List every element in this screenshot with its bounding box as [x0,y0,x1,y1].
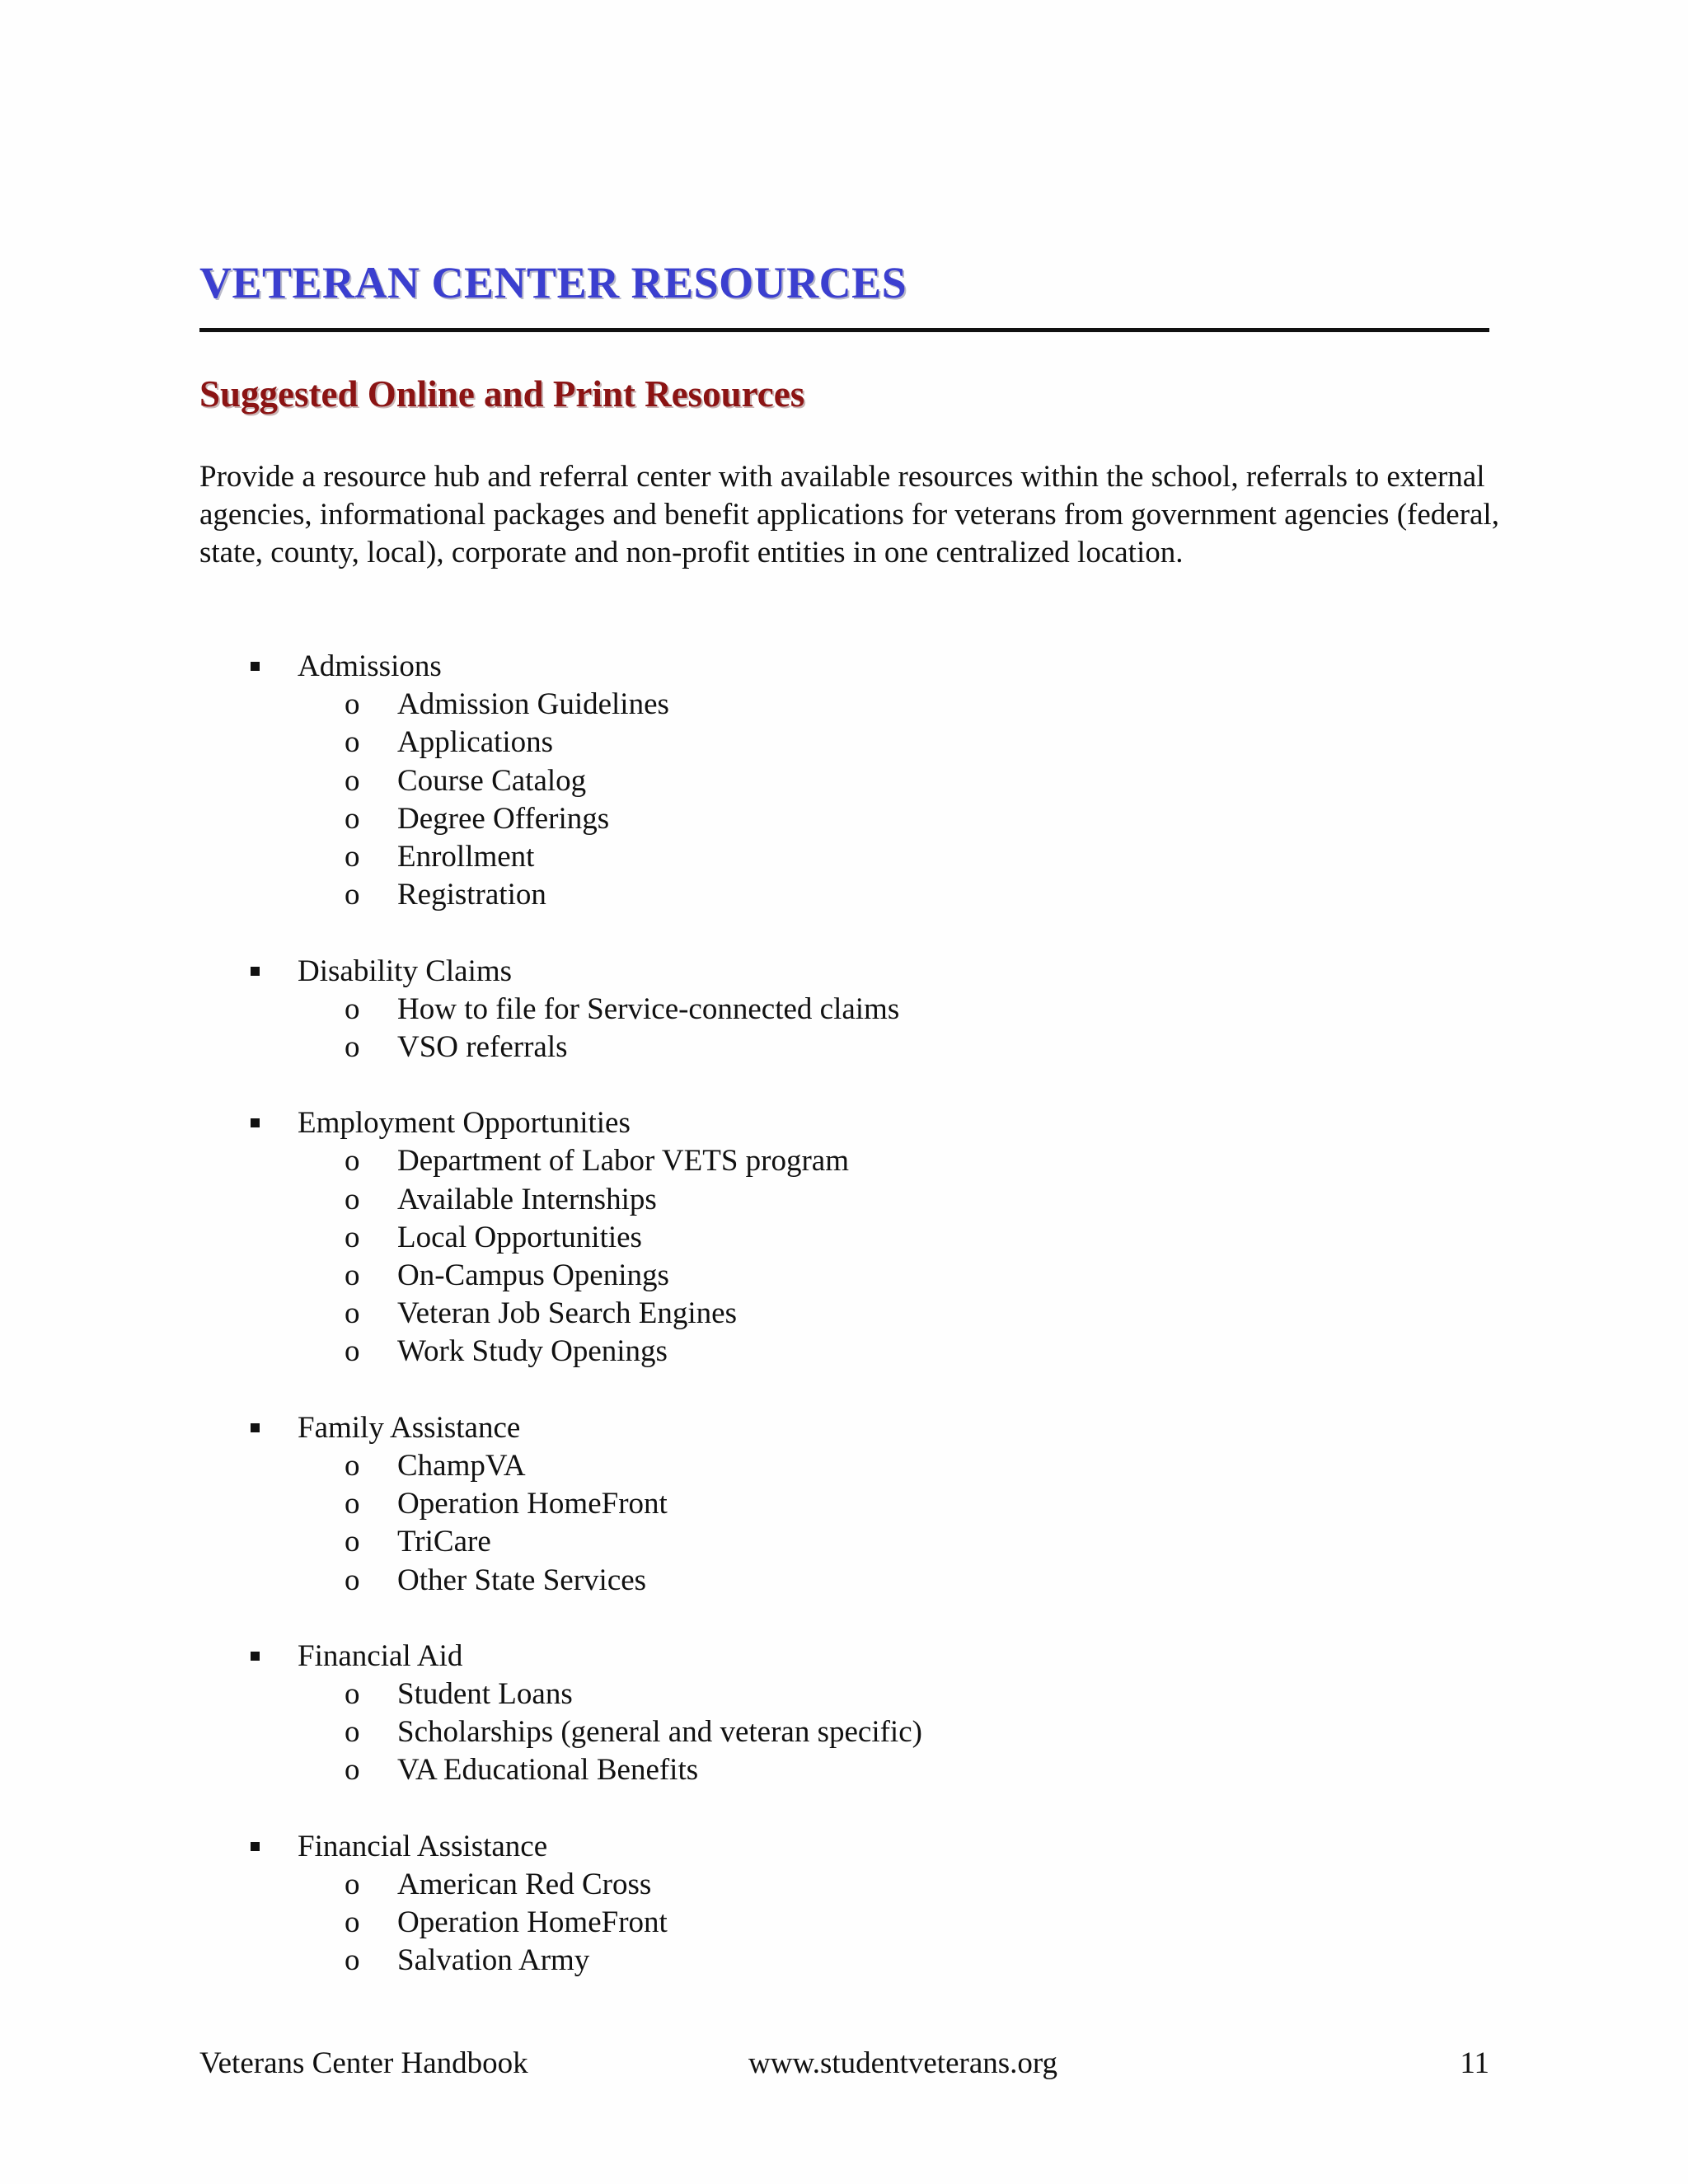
sub-item-label: Admission Guidelines [397,687,669,722]
sub-item-label: Registration [397,878,546,912]
circle-bullet-icon: o [345,1715,360,1750]
category-item [199,1828,1436,1980]
footer-handbook-title: Veterans Center Handbook [199,2046,528,2080]
sub-item-label: Department of Labor VETS program [397,1144,849,1179]
square-bullet-icon [251,1842,260,1851]
circle-bullet-icon: o [345,1753,360,1788]
page-number: 11 [1460,2046,1489,2080]
square-bullet-icon [251,1118,260,1127]
sub-item-label: Veteran Job Search Engines [397,1296,738,1331]
sub-item-label: Operation HomeFront [397,1487,668,1521]
sub-list [199,991,1436,1066]
sub-list-item [199,1562,1436,1600]
sub-item-label: Course Catalog [397,763,587,798]
category-label: Admissions [298,649,442,683]
sub-list-item [199,762,1436,800]
category-row [199,648,1436,686]
category-row [199,1828,1436,1866]
circle-bullet-icon: o [345,1144,360,1179]
circle-bullet-icon: o [345,1563,360,1597]
sub-list-item [199,1942,1436,1980]
sub-list-item [199,1447,1436,1485]
sub-item-label: Local Opportunities [397,1220,642,1254]
category-item [199,648,1436,914]
sub-item-label: How to file for Service-connected claims [397,991,900,1026]
category-row [199,953,1436,991]
sub-list-item [199,1029,1436,1066]
footer-website: www.studentveterans.org [748,2046,1058,2080]
sub-item-label: Enrollment [397,839,535,874]
sub-item-label: Degree Offerings [397,801,610,836]
category-label: Family Assistance [298,1410,521,1445]
sub-list-item [199,800,1436,838]
category-item [199,1638,1436,1790]
category-item [199,953,1436,1067]
category-item [199,1104,1436,1371]
category-label: Financial Aid [298,1638,463,1673]
sub-item-label: ChampVA [397,1448,526,1483]
circle-bullet-icon: o [345,1448,360,1483]
sub-list-item [199,1295,1436,1333]
sub-item-label: American Red Cross [397,1868,652,1901]
circle-bullet-icon: o [345,991,360,1026]
sub-list-item [199,1219,1436,1257]
sub-item-label: VSO referrals [397,1029,568,1064]
sub-item-label: Other State Services [397,1563,647,1597]
sub-item-label: TriCare [397,1525,491,1559]
circle-bullet-icon: o [345,801,360,836]
sub-list-item [199,1713,1436,1751]
sub-list-item [199,724,1436,762]
sub-list-item [199,1142,1436,1180]
sub-list-item [199,1751,1436,1789]
category-label: Disability Claims [298,954,513,988]
title-divider [199,328,1489,332]
sub-list-item [199,876,1436,914]
sub-list-item [199,991,1436,1029]
circle-bullet-icon: o [345,1525,360,1559]
category-row [199,1104,1436,1142]
sub-list [199,1866,1436,1980]
circle-bullet-icon: o [345,839,360,874]
circle-bullet-icon: o [345,1677,360,1712]
sub-list-item [199,1181,1436,1219]
square-bullet-icon [251,662,260,671]
circle-bullet-icon: o [345,1334,360,1369]
sub-list-item [199,1523,1436,1561]
section-heading: Suggested Online and Print Resources [199,373,805,415]
circle-bullet-icon: o [345,1487,360,1521]
category-label: Financial Assistance [298,1829,548,1863]
circle-bullet-icon: o [345,1905,360,1940]
sub-item-label: Applications [397,725,554,760]
category-row [199,1638,1436,1675]
sub-list [199,1447,1436,1600]
circle-bullet-icon: o [345,878,360,912]
square-bullet-icon [251,1652,260,1661]
sub-list-item [199,1675,1436,1713]
category-label: Employment Opportunities [298,1106,631,1141]
sub-list-item [199,1333,1436,1371]
sub-list-item [199,686,1436,724]
circle-bullet-icon: o [345,725,360,760]
sub-list-item [199,1257,1436,1295]
sub-list-item [199,1904,1436,1942]
circle-bullet-icon: o [345,1296,360,1331]
sub-item-label: Student Loans [397,1677,573,1712]
resource-list [199,648,1436,2018]
circle-bullet-icon: o [345,1182,360,1216]
circle-bullet-icon: o [345,1943,360,1978]
sub-list [199,1142,1436,1371]
category-row [199,1409,1436,1447]
circle-bullet-icon: o [345,1029,360,1064]
sub-item-label: Operation HomeFront [397,1905,668,1940]
circle-bullet-icon: o [345,1220,360,1254]
sub-item-label: VA Educational Benefits [397,1753,699,1788]
square-bullet-icon [251,967,260,976]
sub-item-label: Work Study Openings [397,1334,668,1369]
square-bullet-icon [251,1423,260,1432]
circle-bullet-icon: o [345,763,360,798]
sub-list [199,686,1436,914]
sub-list-item [199,838,1436,876]
sub-item-label: Scholarships (general and veteran specific) [397,1715,922,1750]
page-footer [199,2044,1489,2083]
sub-list-item [199,1866,1436,1904]
sub-list-item [199,1485,1436,1523]
circle-bullet-icon: o [345,687,360,722]
page-title: VETERAN CENTER RESOURCES [199,258,907,307]
sub-item-label: Available Internships [397,1182,657,1216]
sub-item-label: On-Campus Openings [397,1258,669,1292]
circle-bullet-icon: o [345,1258,360,1292]
sub-item-label: Salvation Army [397,1943,590,1978]
circle-bullet-icon: o [345,1868,360,1901]
category-item [199,1409,1436,1600]
intro-paragraph: Provide a resource hub and referral center with available resources within the school, referrals to external agencies, informational packages and benefit applications for veterans from government agencies (federal, state, county, local), corporate and non-profit entities in one centralized location. [199,460,1499,569]
sub-list [199,1675,1436,1790]
